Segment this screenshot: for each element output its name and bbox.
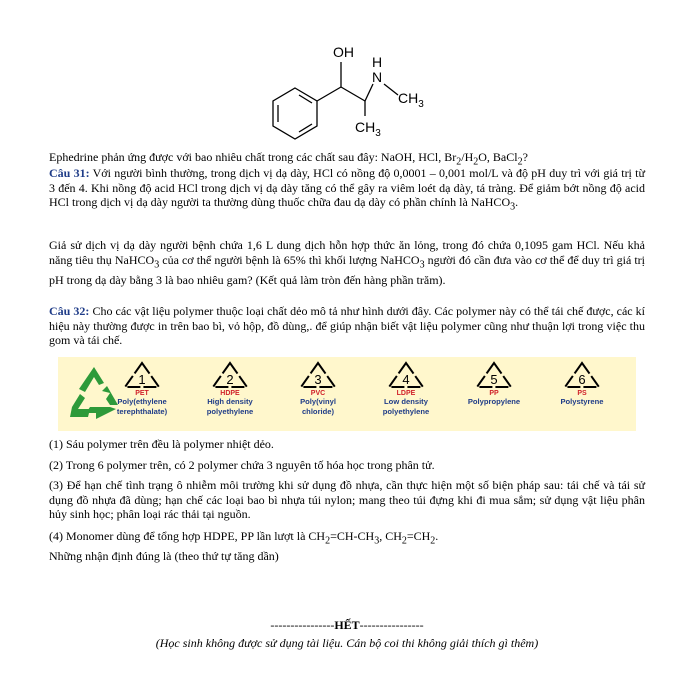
recycle-number: 4 (402, 372, 410, 387)
recycle-triangle-icon (211, 361, 249, 389)
recycling-code-label: PS (577, 390, 587, 397)
oh-label: OH (333, 44, 354, 60)
recycling-code-ps (538, 357, 626, 431)
polymer-name-line-1: Low density (384, 397, 428, 406)
h-label: H (372, 54, 383, 70)
end-marker: ----------------HẾT---------------- (270, 618, 424, 632)
footer-note: (Học sinh không được sử dụng tài liệu. Cán bộ coi thi không giải thích gì thêm) (155, 636, 539, 650)
conclusion-prompt: Những nhận định đúng là (theo thứ tự tăng dần) (49, 549, 279, 563)
statement-1: (1) Sáu polymer trên đều là polymer nhiệt dẻo. (49, 437, 274, 451)
polymer-name-line-1: Poly(vinyl (300, 397, 336, 406)
recycling-code-pp (450, 357, 538, 431)
recycle-triangle-icon (299, 361, 337, 389)
polymer-name-line-2: terephthalate) (116, 407, 168, 416)
polymer-name-line-1: Polypropylene (467, 397, 521, 406)
recycle-number: 2 (226, 372, 234, 387)
question-31-paragraph-2: Giả sử dịch vị dạ dày người bệnh chứa 1,6 L dung dịch hỗn hợp thức ăn lỏng, trong đó chứa 0,1095 gam HCl. Nếu khả năng tiêu thụ NaHCO$_3$ của cơ thể người bệnh là 65% thì khối lượng NaHCO$_3$ người đó cần đưa vào cơ thể để duy trì giá trị pH trong dạ dày bằng 3 là bao nhiêu gam? (Kết quả làm tròn đến hàng phần trăm). (49, 238, 646, 287)
recycling-code-pvc (274, 357, 362, 431)
recycle-triangle-icon (387, 361, 425, 389)
polymer-name-line-2: polyethylene (382, 407, 430, 416)
recycle-number: 5 (490, 372, 498, 387)
polymer-name-line-1: High density (207, 397, 253, 406)
statement-3: (3) Để hạn chế tình trạng ô nhiễm môi trường khi sử dụng đồ nhựa, cần thực hiện một số biện pháp sau: tái chế và tái sử dụng đồ nhựa đã dùng; hạn chế các loại bao bì nhựa túi nylon; mang theo túi đựng khi đi mua sắm; sử dụng vật liệu phân hủy sinh học; phân loại rác thải tại nguồn. (49, 478, 645, 522)
ephedrine-question: Ephedrine phản ứng được với bao nhiêu chất trong các chất sau đây: NaOH, HCl, $Br_2/H_2O$, BaCl$_2$? (49, 150, 528, 168)
recycle-number: 6 (578, 372, 586, 387)
question-31-paragraph-1: Câu 31: Với người bình thường, trong dịch vị dạ dày, HCl có nồng độ 0,0001 – 0,001 mol/L và độ pH duy trì với giá trị từ 3 đến 4. Khi nồng độ acid HCl trong dịch vị dạ dày tăng có thể gây ra viêm loét dạ dày, tá tràng. Để giảm bớt nồng độ acid HCl trong dịch vị dạ dày người ta thường dùng thuốc chữa đau dạ dày có phần chính là NaHCO$_3$. (49, 166, 645, 213)
question-32-label: Câu 32: (49, 304, 90, 318)
recycle-triangle-icon (475, 361, 513, 389)
recycle-triangle-icon (123, 361, 161, 389)
recycle-triangle-icon (563, 361, 601, 389)
statement-2: (2) Trong 6 polymer trên, có 2 polymer chứa 3 nguyên tố hóa học trong phân tử. (49, 458, 435, 472)
recycling-code-label: HDPE (220, 390, 240, 397)
polymer-name-line-1: Polystyrene (560, 397, 604, 406)
polymer-name-line-1: Poly(ethylene (117, 397, 167, 406)
recycling-code-pet (98, 357, 186, 431)
ch3-right-label: $CH_3$ (398, 90, 424, 110)
ephedrine-structure (255, 40, 445, 152)
statement-4: (4) Monomer dùng để tổng hợp HDPE, PP lần lượt là $CH_2=CH-CH_3$, $CH_2=CH_2$. (49, 529, 439, 547)
ch3-bottom-label: $CH_3$ (355, 119, 381, 139)
recycle-number: 1 (138, 372, 146, 387)
recycling-code-hdpe (186, 357, 274, 431)
polymer-name-line-2: chloride) (301, 407, 335, 416)
question-32-paragraph: Câu 32: Cho các vật liệu polymer thuộc loại chất dẻo mô tả như hình dưới đây. Các polymer này có thể tái chế được, các kí hiệu này thường được in trên bao bì, vỏ hộp, đồ dùng,. để giúp nhận biết vật liệu polymer cũng như thuận lợi trong việc thu gom và tái chế. (49, 304, 645, 348)
recycling-code-label: PVC (310, 390, 326, 397)
question-31-label: Câu 31: (49, 166, 90, 180)
n-label: N (372, 69, 383, 85)
recycling-code-ldpe (362, 357, 450, 431)
recycling-code-label: PET (135, 390, 149, 397)
recycling-code-label: LDPE (396, 390, 416, 397)
polymer-name-line-2: polyethylene (206, 407, 254, 416)
recycling-code-label: PP (489, 390, 499, 397)
recycling-codes-banner (58, 357, 636, 431)
recycle-number: 3 (314, 372, 322, 387)
